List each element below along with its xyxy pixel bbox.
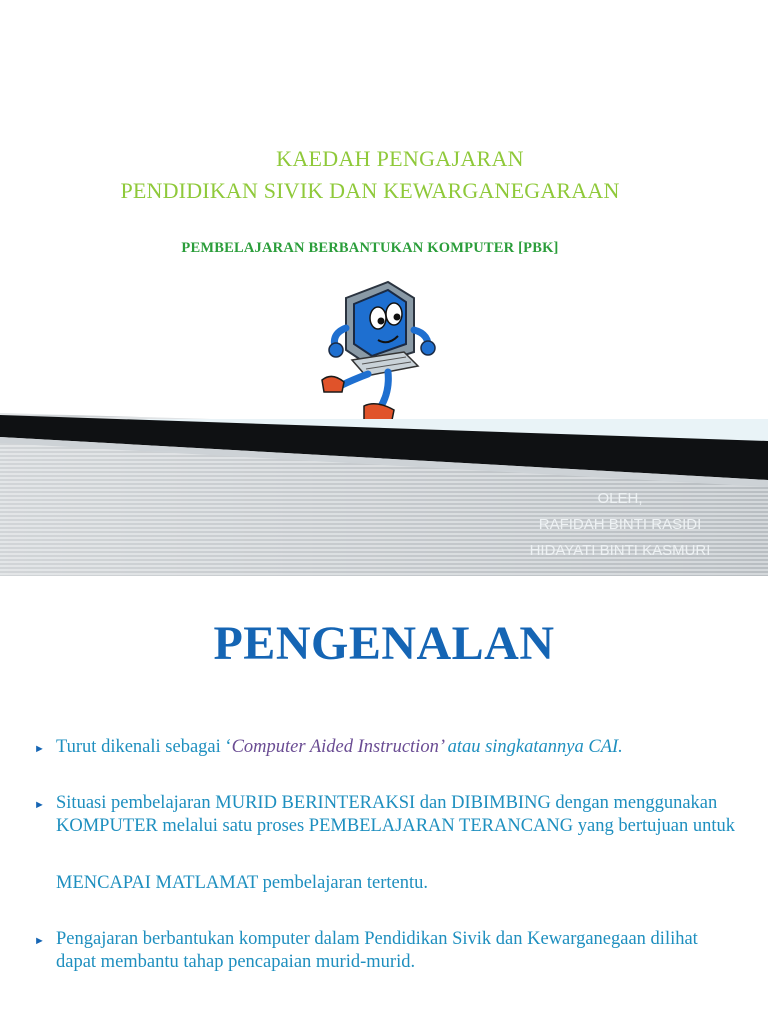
bullet-item: [34, 792, 736, 838]
triangle-bullet-icon: ►: [34, 743, 45, 755]
running-computer-mascot-icon: [318, 268, 448, 428]
bullet-item: [34, 928, 736, 974]
bullet-item: [34, 736, 736, 759]
triangle-bullet-icon: ►: [34, 935, 45, 947]
slide-title-line2: PENDIDIKAN SIVIK DAN KEWARGANEGARAAN: [120, 178, 620, 203]
bullet-text: atau singkatannya CAI.: [442, 737, 623, 757]
slide-subtitle: PEMBELAJARAN BERBANTUKAN KOMPUTER [PBK]: [181, 240, 559, 256]
bullet-text: Pengajaran berbantukan komputer dalam Pendidikan Sivik dan Kewarganegaan dilihat dapat membantu tahap pencapaian murid-murid.: [56, 929, 698, 972]
credit-line: OLEH,: [597, 490, 643, 507]
bullet-text: Turut dikenali sebagai ‘: [56, 737, 232, 757]
bullet-text: MENCAPAI MATLAMAT pembelajaran tertentu.: [56, 873, 429, 893]
triangle-bullet-icon: ►: [34, 799, 45, 811]
bullet-text: Situasi pembelajaran MURID BERINTERAKSI dan DIBIMBING dengan menggunakan KOMPUTER melalui satu proses PEMBELAJARAN TERANCANG yang bertujuan untuk: [56, 793, 735, 836]
credit-line: HIDAYATI BINTI KASMURI: [529, 542, 711, 559]
author-credits: [480, 486, 760, 564]
bullet-continuation: [56, 872, 736, 895]
introduction-slide: [0, 578, 768, 1024]
slide-title-line1: KAEDAH PENGAJARAN: [276, 146, 524, 171]
slide-heading: PENGENALAN: [213, 617, 555, 670]
bullet-term: Computer Aided Instruction’: [231, 737, 443, 757]
credit-line: RAFIDAH BINTI RASIDI: [538, 516, 702, 533]
